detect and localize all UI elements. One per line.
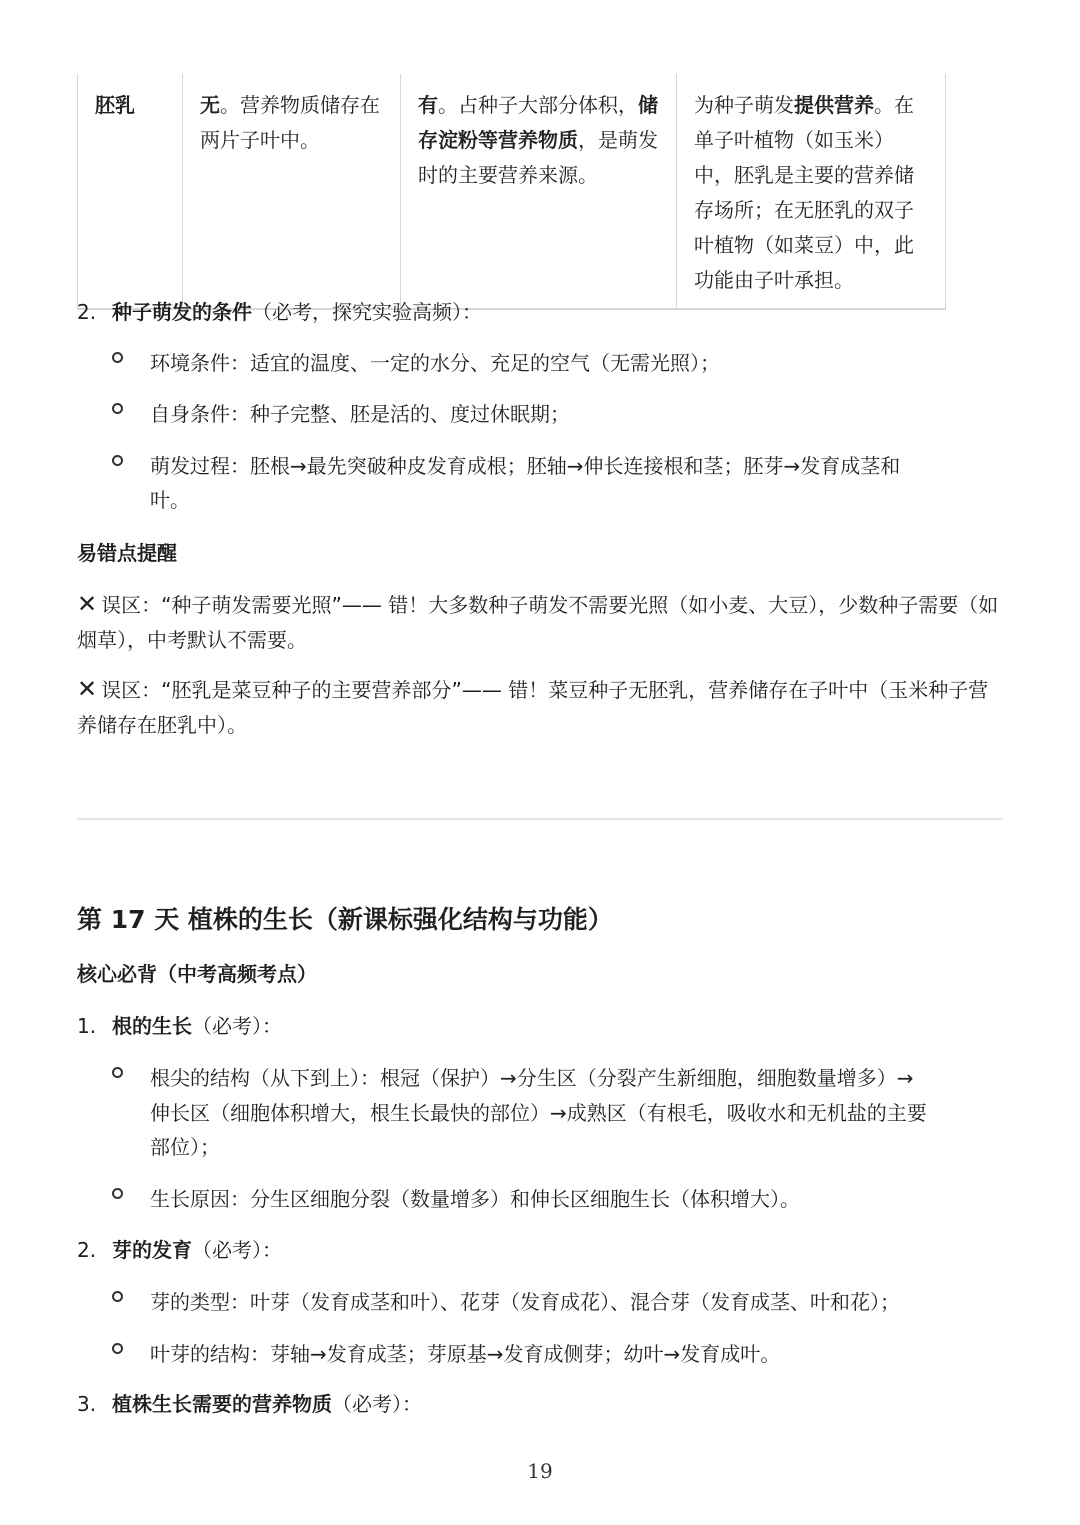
endosperm-comparison-table bbox=[77, 74, 946, 310]
cell-bold: 储存淀粉等营养物质 bbox=[418, 93, 658, 152]
core-heading: 核心必背（中考高频考点） bbox=[77, 962, 317, 986]
bullet-icon bbox=[112, 1343, 123, 1354]
list-item-continuation: 叶。 bbox=[150, 488, 190, 512]
mistake-text: 误区：“种子萌发需要光照”—— 错！大多数种子萌发不需要光照（如小麦、大豆），少数种子需要（如烟草），中考默认不需要。 bbox=[77, 593, 999, 652]
bullet-icon bbox=[112, 1291, 123, 1302]
cell-bold: 提供营养 bbox=[794, 93, 874, 117]
cell-label: 胚乳 bbox=[95, 93, 135, 117]
cell-text: 。占种子大部分体积， bbox=[438, 93, 638, 117]
section-title-bold: 根的生长 bbox=[112, 1014, 192, 1038]
section-title-bold: 芽的发育 bbox=[112, 1238, 192, 1262]
section-title bbox=[112, 1009, 282, 1043]
cell-text: 。在单子叶植物（如玉米）中，胚乳是主要的营养储存场所；在无胚乳的双子叶植物（如菜豆）中，此功能由子叶承担。 bbox=[694, 93, 914, 292]
list-item: 叶芽的结构：芽轴→发育成茎；芽原基→发育成侧芽；幼叶→发育成叶。 bbox=[150, 1342, 781, 1366]
list-number: 3. bbox=[77, 1392, 97, 1416]
mistake-item bbox=[77, 587, 1007, 658]
list-number: 1. bbox=[77, 1014, 97, 1038]
cross-icon: ✕ bbox=[77, 590, 98, 618]
cell-text: 为种子萌发 bbox=[694, 93, 794, 117]
list-number: 2. bbox=[77, 300, 97, 324]
list-item: 生长原因：分生区细胞分裂（数量增多）和伸长区细胞生长（体积增大）。 bbox=[150, 1187, 800, 1211]
table-cell-structure bbox=[78, 74, 183, 309]
cell-bold: 有 bbox=[418, 93, 438, 117]
cross-icon: ✕ bbox=[77, 675, 98, 703]
section-title-rest: （必考）： bbox=[192, 1238, 282, 1262]
list-item-continuation: 部位）； bbox=[150, 1135, 220, 1159]
section-title-rest: （必考）： bbox=[192, 1014, 282, 1038]
section-title-bold: 植株生长需要的营养物质 bbox=[112, 1392, 332, 1416]
bullet-icon bbox=[112, 403, 123, 414]
cell-text: ，是萌发时的主要营养来源。 bbox=[418, 128, 658, 187]
mistakes-heading: 易错点提醒 bbox=[77, 541, 177, 565]
mistake-text: 误区：“胚乳是菜豆种子的主要营养部分”—— 错！菜豆种子无胚乳，营养储存在子叶中（玉米种子营养储存在胚乳中）。 bbox=[77, 678, 989, 737]
table-cell-function bbox=[677, 74, 946, 309]
section-title-bold: 种子萌发的条件 bbox=[112, 300, 252, 324]
list-item: 萌发过程：胚根→最先突破种皮发育成根；胚轴→伸长连接根和茎；胚芽→发育成茎和 bbox=[150, 454, 901, 478]
cell-text: 。营养物质储存在两片子叶中。 bbox=[200, 93, 380, 152]
section-title bbox=[112, 1233, 282, 1267]
divider bbox=[77, 818, 1003, 820]
bullet-icon bbox=[112, 455, 123, 466]
table-cell-dicot bbox=[183, 74, 401, 309]
list-number: 2. bbox=[77, 1238, 97, 1262]
page-number: 19 bbox=[527, 1459, 553, 1483]
cell-bold: 无 bbox=[200, 93, 220, 117]
list-item: 根尖的结构（从下到上）：根冠（保护）→分生区（分裂产生新细胞，细胞数量增多）→ bbox=[150, 1066, 914, 1090]
list-item-continuation: 伸长区（细胞体积增大，根生长最快的部位）→成熟区（有根毛，吸收水和无机盐的主要 bbox=[150, 1101, 927, 1125]
table-cell-monocot bbox=[401, 74, 677, 309]
list-item: 芽的类型：叶芽（发育成茎和叶）、花芽（发育成花）、混合芽（发育成茎、叶和花）； bbox=[150, 1290, 900, 1314]
section-title-rest: （必考）： bbox=[332, 1392, 422, 1416]
bullet-icon bbox=[112, 1067, 123, 1078]
section-title bbox=[112, 295, 482, 329]
page-title: 第 17 天 植株的生长（新课标强化结构与功能） bbox=[77, 905, 613, 934]
list-item: 自身条件：种子完整、胚是活的、度过休眠期； bbox=[150, 402, 570, 426]
table-row bbox=[78, 74, 946, 309]
bullet-icon bbox=[112, 1188, 123, 1199]
list-item: 环境条件：适宜的温度、一定的水分、充足的空气（无需光照）； bbox=[150, 351, 720, 375]
section-title bbox=[112, 1387, 422, 1421]
section-title-rest: （必考，探究实验高频）： bbox=[252, 300, 482, 324]
bullet-icon bbox=[112, 352, 123, 363]
mistake-item bbox=[77, 672, 1007, 743]
